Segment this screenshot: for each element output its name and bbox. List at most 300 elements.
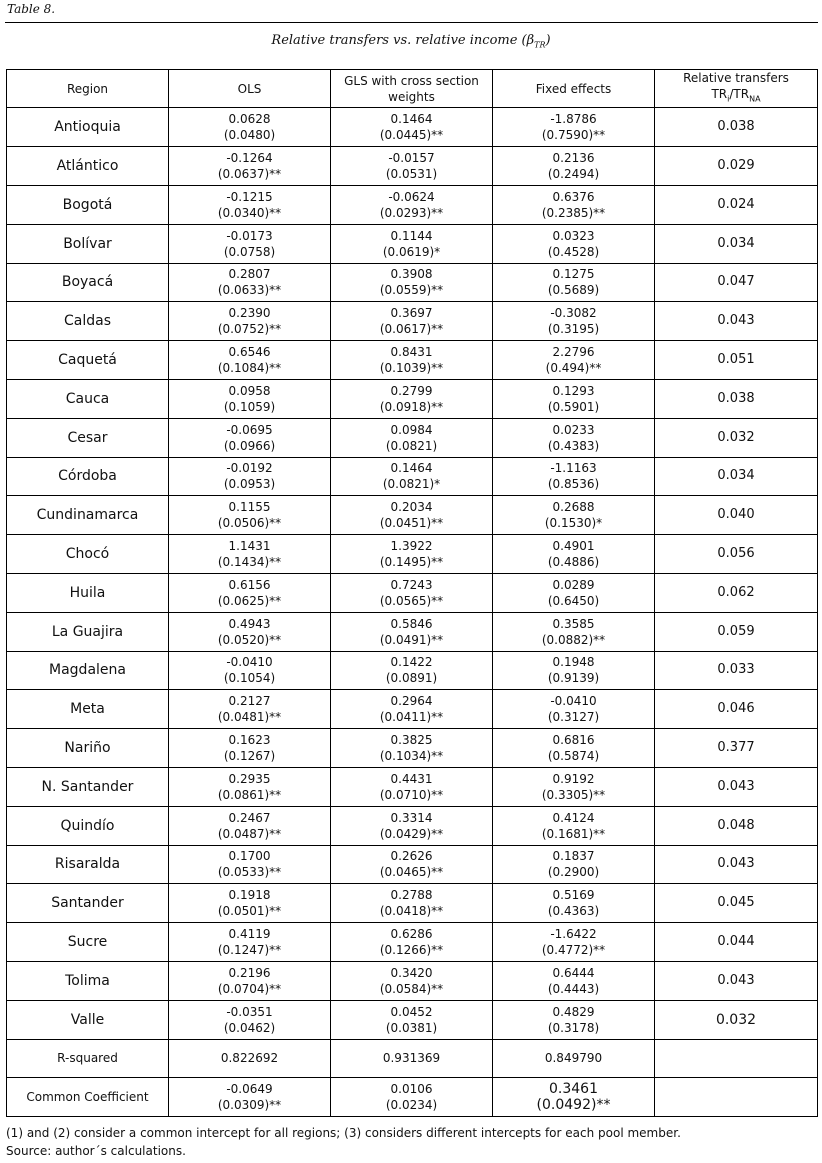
gls-se: (0.0429)** bbox=[379, 826, 444, 841]
ols-cell bbox=[169, 457, 331, 496]
gls-cell bbox=[331, 767, 493, 806]
r-squared-row bbox=[7, 1039, 818, 1078]
top-rule bbox=[5, 22, 818, 23]
fixed-effects-cell bbox=[493, 806, 655, 845]
gls-se: (0.0411)** bbox=[379, 710, 444, 725]
r-squared-ols: 0.822692 bbox=[169, 1039, 331, 1078]
region-cell: Huila bbox=[7, 573, 169, 612]
table-row bbox=[7, 341, 818, 380]
results-table bbox=[6, 69, 818, 1117]
relative-transfers-cell: 0.043 bbox=[655, 845, 818, 884]
ols-se: (0.0966) bbox=[223, 438, 276, 453]
ols-coef: -0.0173 bbox=[226, 228, 273, 243]
gls-coef: 1.3922 bbox=[390, 539, 433, 554]
ols-se: (0.0625)** bbox=[217, 593, 282, 608]
gls-coef: -0.0157 bbox=[388, 151, 435, 166]
fixed-effects-se: (0.6450) bbox=[547, 593, 600, 608]
fixed-effects-coef: 0.0289 bbox=[552, 577, 595, 592]
ols-cell bbox=[169, 651, 331, 690]
ols-coef: -0.0695 bbox=[226, 422, 273, 437]
fixed-effects-coef: 0.4124 bbox=[552, 810, 595, 825]
table-row bbox=[7, 690, 818, 729]
ols-cell bbox=[169, 690, 331, 729]
relative-transfers-cell: 0.056 bbox=[655, 535, 818, 574]
fixed-effects-coef: -1.6422 bbox=[550, 927, 597, 942]
gls-coef: 0.6286 bbox=[390, 927, 433, 942]
ols-se: (0.0633)** bbox=[217, 283, 282, 298]
header-row bbox=[7, 70, 818, 108]
caption-text: Relative transfers vs. relative income (β bbox=[271, 33, 535, 48]
fixed-effects-cell bbox=[493, 961, 655, 1000]
ols-se: (0.1247)** bbox=[217, 943, 282, 958]
ols-cell bbox=[169, 418, 331, 457]
table-row bbox=[7, 729, 818, 768]
ols-se: (0.0704)** bbox=[217, 981, 282, 996]
header-gls bbox=[331, 70, 493, 108]
gls-coef: 0.3697 bbox=[390, 306, 433, 321]
table-row bbox=[7, 302, 818, 341]
gls-se: (0.0531) bbox=[385, 167, 438, 182]
common-gls-coef: 0.0106 bbox=[390, 1082, 433, 1097]
fixed-effects-coef: 0.0323 bbox=[552, 228, 595, 243]
ols-se: (0.0533)** bbox=[217, 865, 282, 880]
region-cell: Atlántico bbox=[7, 147, 169, 186]
relative-transfers-cell: 0.062 bbox=[655, 573, 818, 612]
ols-cell bbox=[169, 612, 331, 651]
gls-coef: 0.3825 bbox=[390, 733, 433, 748]
ols-coef: 0.0628 bbox=[228, 112, 271, 127]
ols-coef: 0.2196 bbox=[228, 965, 271, 980]
ols-coef: 0.0958 bbox=[228, 383, 271, 398]
gls-coef: 0.3420 bbox=[390, 965, 433, 980]
ols-se: (0.0501)** bbox=[217, 904, 282, 919]
relative-transfers-cell: 0.044 bbox=[655, 923, 818, 962]
ols-cell bbox=[169, 806, 331, 845]
gls-se: (0.0821)* bbox=[382, 477, 441, 492]
relative-transfers-cell: 0.043 bbox=[655, 302, 818, 341]
fixed-effects-coef: 0.9192 bbox=[552, 771, 595, 786]
table-row bbox=[7, 573, 818, 612]
fixed-effects-se: (0.7590)** bbox=[541, 128, 606, 143]
ols-cell bbox=[169, 263, 331, 302]
header-rel-tr: TR bbox=[711, 87, 728, 101]
ols-cell bbox=[169, 884, 331, 923]
gls-se: (0.0491)** bbox=[379, 632, 444, 647]
fixed-effects-cell bbox=[493, 379, 655, 418]
fixed-effects-cell bbox=[493, 418, 655, 457]
relative-transfers-cell: 0.038 bbox=[655, 379, 818, 418]
ols-cell bbox=[169, 573, 331, 612]
region-cell: Cauca bbox=[7, 379, 169, 418]
fixed-effects-se: (0.3178) bbox=[547, 1020, 600, 1035]
fixed-effects-se: (0.5874) bbox=[547, 749, 600, 764]
common-coefficient-row bbox=[7, 1078, 818, 1117]
ols-coef: 0.1155 bbox=[228, 500, 271, 515]
gls-coef: 0.1464 bbox=[390, 112, 433, 127]
fixed-effects-coef: -0.3082 bbox=[550, 306, 597, 321]
region-cell: La Guajira bbox=[7, 612, 169, 651]
gls-cell bbox=[331, 806, 493, 845]
ols-coef: 0.2390 bbox=[228, 306, 271, 321]
gls-cell bbox=[331, 884, 493, 923]
gls-cell bbox=[331, 961, 493, 1000]
header-rel-tr2: /TR bbox=[729, 87, 750, 101]
ols-se: (0.0481)** bbox=[217, 710, 282, 725]
table-label: Table 8. bbox=[7, 2, 56, 16]
ols-cell bbox=[169, 108, 331, 147]
table-row bbox=[7, 418, 818, 457]
fixed-effects-coef: 0.2688 bbox=[552, 500, 595, 515]
ols-se: (0.0487)** bbox=[217, 826, 282, 841]
ols-coef: 0.6546 bbox=[228, 345, 271, 360]
gls-coef: 0.3314 bbox=[390, 810, 433, 825]
gls-se: (0.0465)** bbox=[379, 865, 444, 880]
fixed-effects-coef: 0.1837 bbox=[552, 849, 595, 864]
header-rel-line2 bbox=[655, 86, 817, 107]
common-ols-se: (0.0309)** bbox=[217, 1098, 282, 1113]
fixed-effects-se: (0.5689) bbox=[547, 283, 600, 298]
fixed-effects-cell bbox=[493, 573, 655, 612]
gls-se: (0.1034)** bbox=[379, 749, 444, 764]
fixed-effects-se: (0.4363) bbox=[547, 904, 600, 919]
table-row bbox=[7, 845, 818, 884]
r-squared-fe: 0.849790 bbox=[493, 1039, 655, 1078]
table-row bbox=[7, 884, 818, 923]
gls-se: (0.0451)** bbox=[379, 516, 444, 531]
ols-coef: 0.4119 bbox=[228, 927, 271, 942]
relative-transfers-cell: 0.040 bbox=[655, 496, 818, 535]
gls-cell bbox=[331, 147, 493, 186]
ols-cell bbox=[169, 767, 331, 806]
region-cell: Córdoba bbox=[7, 457, 169, 496]
table-row bbox=[7, 263, 818, 302]
fixed-effects-coef: 0.4901 bbox=[552, 539, 595, 554]
table-row bbox=[7, 147, 818, 186]
ols-se: (0.0462) bbox=[223, 1020, 276, 1035]
gls-cell bbox=[331, 845, 493, 884]
gls-se: (0.1495)** bbox=[379, 555, 444, 570]
fixed-effects-se: (0.3127) bbox=[547, 710, 600, 725]
gls-cell bbox=[331, 573, 493, 612]
ols-coef: -0.0192 bbox=[226, 461, 273, 476]
gls-cell bbox=[331, 690, 493, 729]
common-ols-coef: -0.0649 bbox=[226, 1082, 273, 1097]
ols-coef: 0.1918 bbox=[228, 888, 271, 903]
header-rel-sub-i: i bbox=[727, 94, 730, 104]
ols-cell bbox=[169, 845, 331, 884]
relative-transfers-cell: 0.034 bbox=[655, 224, 818, 263]
fixed-effects-se: (0.3195) bbox=[547, 322, 600, 337]
header-region: Region bbox=[7, 70, 169, 108]
fixed-effects-se: (0.5901) bbox=[547, 399, 600, 414]
gls-cell bbox=[331, 379, 493, 418]
ols-cell bbox=[169, 185, 331, 224]
header-gls-line2: weights bbox=[388, 89, 435, 104]
gls-se: (0.0584)** bbox=[379, 981, 444, 996]
common-gls-se: (0.0234) bbox=[385, 1098, 438, 1113]
gls-coef: -0.0624 bbox=[388, 189, 435, 204]
gls-coef: 0.2799 bbox=[390, 383, 433, 398]
fixed-effects-coef: -0.0410 bbox=[550, 694, 597, 709]
ols-se: (0.1267) bbox=[223, 749, 276, 764]
ols-cell bbox=[169, 147, 331, 186]
table-body bbox=[7, 108, 818, 1039]
fixed-effects-cell bbox=[493, 185, 655, 224]
fixed-effects-cell bbox=[493, 302, 655, 341]
fixed-effects-se: (0.4528) bbox=[547, 244, 600, 259]
gls-coef: 0.2788 bbox=[390, 888, 433, 903]
gls-coef: 0.1422 bbox=[390, 655, 433, 670]
fixed-effects-coef: 0.6376 bbox=[552, 189, 595, 204]
fixed-effects-coef: 2.2796 bbox=[552, 345, 595, 360]
gls-cell bbox=[331, 224, 493, 263]
relative-transfers-cell: 0.024 bbox=[655, 185, 818, 224]
ols-se: (0.0637)** bbox=[217, 167, 282, 182]
region-cell: Chocó bbox=[7, 535, 169, 574]
fixed-effects-coef: -1.8786 bbox=[550, 112, 597, 127]
gls-cell bbox=[331, 651, 493, 690]
gls-coef: 0.2964 bbox=[390, 694, 433, 709]
fixed-effects-cell bbox=[493, 108, 655, 147]
region-cell: Sucre bbox=[7, 923, 169, 962]
fixed-effects-se: (0.3305)** bbox=[541, 787, 606, 802]
table-notes bbox=[6, 1124, 681, 1160]
fixed-effects-coef: 0.1293 bbox=[552, 383, 595, 398]
ols-coef: 1.1431 bbox=[228, 539, 271, 554]
ols-se: (0.0752)** bbox=[217, 322, 282, 337]
gls-coef: 0.3908 bbox=[390, 267, 433, 282]
ols-se: (0.1434)** bbox=[217, 555, 282, 570]
gls-coef: 0.5846 bbox=[390, 616, 433, 631]
gls-se: (0.0559)** bbox=[379, 283, 444, 298]
ols-coef: 0.6156 bbox=[228, 577, 271, 592]
gls-cell bbox=[331, 457, 493, 496]
gls-cell bbox=[331, 302, 493, 341]
source-line: Source: author´s calculations. bbox=[6, 1144, 186, 1158]
ols-coef: 0.2467 bbox=[228, 810, 271, 825]
fixed-effects-coef: 0.6444 bbox=[552, 965, 595, 980]
region-cell: Antioquia bbox=[7, 108, 169, 147]
ols-cell bbox=[169, 379, 331, 418]
ols-coef: 0.4943 bbox=[228, 616, 271, 631]
table-caption bbox=[0, 33, 822, 50]
relative-transfers-cell: 0.043 bbox=[655, 767, 818, 806]
gls-se: (0.0617)** bbox=[379, 322, 444, 337]
gls-se: (0.0710)** bbox=[379, 787, 444, 802]
common-ols bbox=[169, 1078, 331, 1117]
fixed-effects-se: (0.2494) bbox=[547, 167, 600, 182]
ols-coef: 0.2935 bbox=[228, 771, 271, 786]
ols-cell bbox=[169, 729, 331, 768]
ols-cell bbox=[169, 961, 331, 1000]
common-fe-coef: 0.3461 bbox=[549, 1081, 598, 1098]
gls-coef: 0.7243 bbox=[390, 577, 433, 592]
table-row bbox=[7, 379, 818, 418]
table-row bbox=[7, 457, 818, 496]
fixed-effects-se: (0.8536) bbox=[547, 477, 600, 492]
region-cell: Bogotá bbox=[7, 185, 169, 224]
fixed-effects-se: (0.9139) bbox=[547, 671, 600, 686]
gls-se: (0.0293)** bbox=[379, 205, 444, 220]
region-cell: Nariño bbox=[7, 729, 169, 768]
relative-transfers-cell: 0.046 bbox=[655, 690, 818, 729]
gls-cell bbox=[331, 496, 493, 535]
relative-transfers-cell: 0.051 bbox=[655, 341, 818, 380]
caption-subscript: TR bbox=[534, 40, 546, 50]
fixed-effects-coef: 0.2136 bbox=[552, 151, 595, 166]
ols-cell bbox=[169, 923, 331, 962]
ols-se: (0.0480) bbox=[223, 128, 276, 143]
table-row bbox=[7, 185, 818, 224]
relative-transfers-cell: 0.048 bbox=[655, 806, 818, 845]
ols-coef: -0.1264 bbox=[226, 151, 273, 166]
gls-coef: 0.1464 bbox=[390, 461, 433, 476]
fixed-effects-cell bbox=[493, 884, 655, 923]
fixed-effects-se: (0.1681)** bbox=[541, 826, 606, 841]
fixed-effects-cell bbox=[493, 651, 655, 690]
gls-cell bbox=[331, 923, 493, 962]
fixed-effects-cell bbox=[493, 341, 655, 380]
ols-se: (0.0520)** bbox=[217, 632, 282, 647]
region-cell: N. Santander bbox=[7, 767, 169, 806]
region-cell: Cesar bbox=[7, 418, 169, 457]
table-row bbox=[7, 923, 818, 962]
header-gls-line1: GLS with cross section bbox=[344, 73, 479, 88]
relative-transfers-cell: 0.047 bbox=[655, 263, 818, 302]
fixed-effects-cell bbox=[493, 923, 655, 962]
fixed-effects-se: (0.4886) bbox=[547, 555, 600, 570]
header-rel-line1: Relative transfers bbox=[683, 71, 789, 85]
fixed-effects-se: (0.4772)** bbox=[541, 943, 606, 958]
gls-coef: 0.2626 bbox=[390, 849, 433, 864]
table-row bbox=[7, 496, 818, 535]
note-line-1: (1) and (2) consider a common intercept for all regions; (3) considers different intercepts for each pool member. bbox=[6, 1126, 681, 1140]
gls-se: (0.0565)** bbox=[379, 593, 444, 608]
ols-coef: -0.1215 bbox=[226, 189, 273, 204]
region-cell: Santander bbox=[7, 884, 169, 923]
table-row bbox=[7, 767, 818, 806]
ols-cell bbox=[169, 496, 331, 535]
region-cell: Caquetá bbox=[7, 341, 169, 380]
fixed-effects-se: (0.494)** bbox=[545, 361, 602, 376]
table-row bbox=[7, 108, 818, 147]
gls-cell bbox=[331, 612, 493, 651]
ols-cell bbox=[169, 535, 331, 574]
region-cell: Bolívar bbox=[7, 224, 169, 263]
ols-se: (0.0953) bbox=[223, 477, 276, 492]
gls-cell bbox=[331, 1000, 493, 1039]
relative-transfers-cell: 0.034 bbox=[655, 457, 818, 496]
fixed-effects-se: (0.2385)** bbox=[541, 205, 606, 220]
r-squared-rel bbox=[655, 1039, 818, 1078]
region-cell: Magdalena bbox=[7, 651, 169, 690]
table-row bbox=[7, 651, 818, 690]
fixed-effects-coef: 0.3585 bbox=[552, 616, 595, 631]
fixed-effects-se: (0.0882)** bbox=[541, 632, 606, 647]
relative-transfers-cell: 0.032 bbox=[655, 418, 818, 457]
gls-coef: 0.2034 bbox=[390, 500, 433, 515]
fixed-effects-cell bbox=[493, 612, 655, 651]
gls-coef: 0.0452 bbox=[390, 1004, 433, 1019]
fixed-effects-se: (0.1530)* bbox=[544, 516, 603, 531]
gls-cell bbox=[331, 535, 493, 574]
region-cell: Quindío bbox=[7, 806, 169, 845]
ols-cell bbox=[169, 341, 331, 380]
relative-transfers-cell: 0.029 bbox=[655, 147, 818, 186]
ols-coef: 0.2127 bbox=[228, 694, 271, 709]
gls-cell bbox=[331, 729, 493, 768]
ols-se: (0.0758) bbox=[223, 244, 276, 259]
fixed-effects-cell bbox=[493, 457, 655, 496]
ols-se: (0.1054) bbox=[223, 671, 276, 686]
ols-se: (0.0506)** bbox=[217, 516, 282, 531]
ols-cell bbox=[169, 302, 331, 341]
relative-transfers-cell: 0.038 bbox=[655, 108, 818, 147]
common-rel bbox=[655, 1078, 818, 1117]
gls-coef: 0.8431 bbox=[390, 345, 433, 360]
ols-se: (0.0861)** bbox=[217, 787, 282, 802]
ols-se: (0.1059) bbox=[223, 399, 276, 414]
common-label: Common Coefficient bbox=[7, 1078, 169, 1117]
region-cell: Meta bbox=[7, 690, 169, 729]
ols-cell bbox=[169, 224, 331, 263]
table-row bbox=[7, 612, 818, 651]
relative-transfers-cell: 0.045 bbox=[655, 884, 818, 923]
fixed-effects-coef: 0.0233 bbox=[552, 422, 595, 437]
fixed-effects-cell bbox=[493, 690, 655, 729]
gls-coef: 0.1144 bbox=[390, 228, 433, 243]
relative-transfers-cell: 0.377 bbox=[655, 729, 818, 768]
gls-coef: 0.4431 bbox=[390, 771, 433, 786]
fixed-effects-coef: 0.6816 bbox=[552, 733, 595, 748]
fixed-effects-cell bbox=[493, 1000, 655, 1039]
gls-se: (0.0918)** bbox=[379, 399, 444, 414]
fixed-effects-coef: 0.4829 bbox=[552, 1004, 595, 1019]
gls-se: (0.0619)* bbox=[382, 244, 441, 259]
gls-cell bbox=[331, 341, 493, 380]
region-cell: Boyacá bbox=[7, 263, 169, 302]
region-cell: Valle bbox=[7, 1000, 169, 1039]
fixed-effects-cell bbox=[493, 147, 655, 186]
caption-close: ) bbox=[545, 33, 551, 48]
gls-cell bbox=[331, 185, 493, 224]
fixed-effects-cell bbox=[493, 263, 655, 302]
gls-se: (0.0821) bbox=[385, 438, 438, 453]
fixed-effects-cell bbox=[493, 845, 655, 884]
ols-coef: 0.1700 bbox=[228, 849, 271, 864]
header-ols: OLS bbox=[169, 70, 331, 108]
header-relative-transfers bbox=[655, 70, 818, 108]
gls-se: (0.0891) bbox=[385, 671, 438, 686]
ols-cell bbox=[169, 1000, 331, 1039]
fixed-effects-cell bbox=[493, 729, 655, 768]
gls-se: (0.1266)** bbox=[379, 943, 444, 958]
ols-coef: -0.0351 bbox=[226, 1004, 273, 1019]
region-cell: Risaralda bbox=[7, 845, 169, 884]
common-gls bbox=[331, 1078, 493, 1117]
table-row bbox=[7, 961, 818, 1000]
gls-se: (0.0418)** bbox=[379, 904, 444, 919]
relative-transfers-cell: 0.032 bbox=[655, 1000, 818, 1039]
table-row bbox=[7, 806, 818, 845]
ols-se: (0.0340)** bbox=[217, 205, 282, 220]
table-row bbox=[7, 535, 818, 574]
ols-coef: 0.1623 bbox=[228, 733, 271, 748]
fixed-effects-cell bbox=[493, 767, 655, 806]
gls-cell bbox=[331, 263, 493, 302]
fixed-effects-coef: 0.5169 bbox=[552, 888, 595, 903]
ols-coef: 0.2807 bbox=[228, 267, 271, 282]
